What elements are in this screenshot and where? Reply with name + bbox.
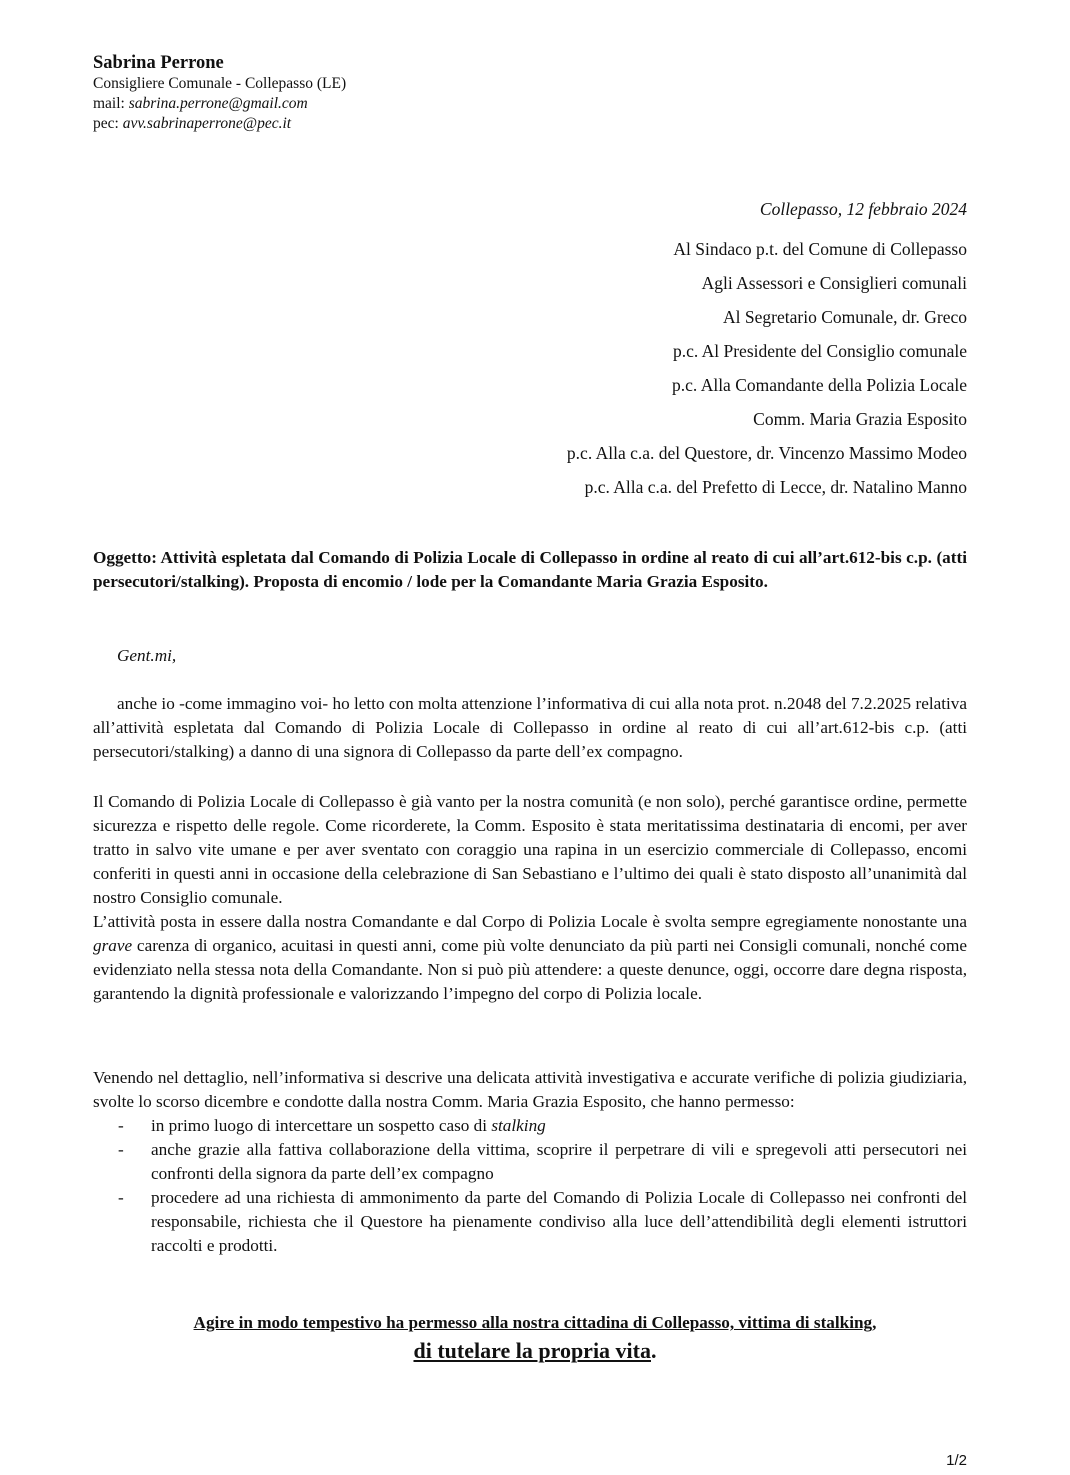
page-number: 1/2 — [946, 1452, 967, 1469]
emphasis-grave: grave — [93, 936, 133, 955]
paragraph-details-text: Venendo nel dettaglio, nell’informativa si descrive una delicata attività investigativa e accurate verifiche di polizia giudiziaria, svolte lo scorso dicembre e condotte dalla nostra Comm. Maria Grazia Esposito, che hanno permesso: — [93, 1068, 967, 1111]
paragraph-commendation-a: Il Comando di Polizia Locale di Collepasso è già vanto per la nostra comunità (e non solo), perché garantisce ordine, permette sicurezza e rispetto delle regole. Come ricorderete, la Comm. Esposito è stata meritatissima destinataria di encomi, per aver tratto in salvo vite umane e per aver sventato con coraggio una rapina in un esercizio commerciale di Collepasso, encomi conferiti in questi anni in occasione della celebrazione di San Sebastiano e l’ultimo dei quali è stato disposto all’unanimità dal nostro Consiglio comunale. — [93, 792, 967, 907]
sender-block — [93, 52, 346, 134]
sender-role: Consigliere Comunale - Collepasso (LE) — [93, 75, 347, 92]
list-item — [93, 1186, 967, 1258]
conclusion-line-2 — [0, 1338, 1070, 1364]
recipient-line: Agli Assessori e Consiglieri comunali — [701, 273, 967, 293]
paragraph-details — [93, 1066, 967, 1258]
list-item — [93, 1138, 967, 1186]
paragraph-intro: anche io -come immagino voi- ho letto con molta attenzione l’informativa di cui alla nota prot. n.2048 del 7.2.2025 relativa all’attività espletata dal Comando di Polizia Locale di Collepasso in ordine al reato di cui all’art.612-bis c.p. (atti persecutori/stalking) a danno di una signora di Collepasso da parte dell’ex compagno. — [93, 694, 967, 761]
text-run: L’attività posta in essere dalla nostra Comandante e dal Corpo di Polizia Locale è svolta sempre egregiamente nonostante una — [93, 912, 967, 931]
recipient-line: p.c. Alla c.a. del Prefetto di Lecce, dr. Natalino Manno — [584, 477, 967, 497]
emphasis-stalking: stalking — [491, 1116, 546, 1135]
letter-date: Collepasso, 12 febbraio 2024 — [759, 199, 967, 219]
dash-bullet: - — [118, 1116, 124, 1135]
conclusion-line-1: Agire in modo tempestivo ha permesso alla nostra cittadina di Collepasso, vittima di stalking, — [193, 1313, 877, 1332]
dash-bullet: - — [118, 1140, 124, 1159]
text-run: procedere ad una richiesta di ammonimento da parte del Comando di Polizia Locale di Collepasso nei confronti del responsabile, richiesta che il Questore ha pienamente condiviso alla luce dell’attendibilità degli elementi istruttori raccolti e prodotti. — [151, 1188, 967, 1255]
list-item — [93, 1114, 967, 1138]
sender-name: Sabrina Perrone — [93, 53, 224, 73]
paragraph-commendation — [93, 790, 967, 1006]
text-run: carenza di organico, acuitasi in questi anni, come più volte denunciato da più parti nei Consigli comunali, nonché come evidenziato nella stessa nota della Comandante. Non si può più attendere: a queste denunce, oggi, occorre dare degna risposta, garantendo la dignità professionale e valorizzando l’impegno del corpo di Polizia locale. — [93, 936, 967, 1003]
text-run: in primo luogo di intercettare un sospetto caso di — [151, 1116, 492, 1135]
recipient-line: p.c. Alla c.a. del Questore, dr. Vincenzo Massimo Modeo — [566, 443, 967, 463]
detail-list — [93, 1114, 967, 1258]
mail-label: mail: — [93, 95, 129, 112]
mail-address[interactable]: sabrina.perrone@gmail.com — [128, 95, 308, 112]
sender-mail — [93, 94, 346, 114]
recipient-line: Al Sindaco p.t. del Comune di Collepasso — [673, 239, 967, 259]
greeting: Gent.mi, — [117, 646, 177, 665]
text-run: anche grazie alla fattiva collaborazione della vittima, scoprire il perpetrare di vili e spregevoli atti persecutori nei confronti della signora da parte dell’ex compagno — [151, 1140, 967, 1183]
recipient-line: p.c. Alla Comandante della Polizia Locale — [672, 375, 967, 395]
pec-address[interactable]: avv.sabrinaperrone@pec.it — [122, 115, 292, 132]
pec-label: pec: — [93, 115, 123, 132]
dash-bullet: - — [118, 1188, 124, 1207]
recipients-block — [567, 198, 967, 504]
recipient-line: Comm. Maria Grazia Esposito — [753, 409, 967, 429]
letter-subject: Oggetto: Attività espletata dal Comando di Polizia Locale di Collepasso in ordine al reato di cui all’art.612-bis c.p. (atti persecutori/stalking). Proposta di encomio / lode per la Comandante Maria Grazia Esposito. — [93, 548, 967, 591]
recipient-line: p.c. Al Presidente del Consiglio comunale — [672, 341, 967, 361]
conclusion-text: di tutelare la propria vita — [413, 1338, 651, 1363]
sender-pec — [93, 114, 346, 134]
conclusion-period: . — [651, 1338, 657, 1363]
recipient-line: Al Segretario Comunale, dr. Greco — [723, 307, 967, 327]
paragraph-commendation-b — [93, 910, 967, 1006]
